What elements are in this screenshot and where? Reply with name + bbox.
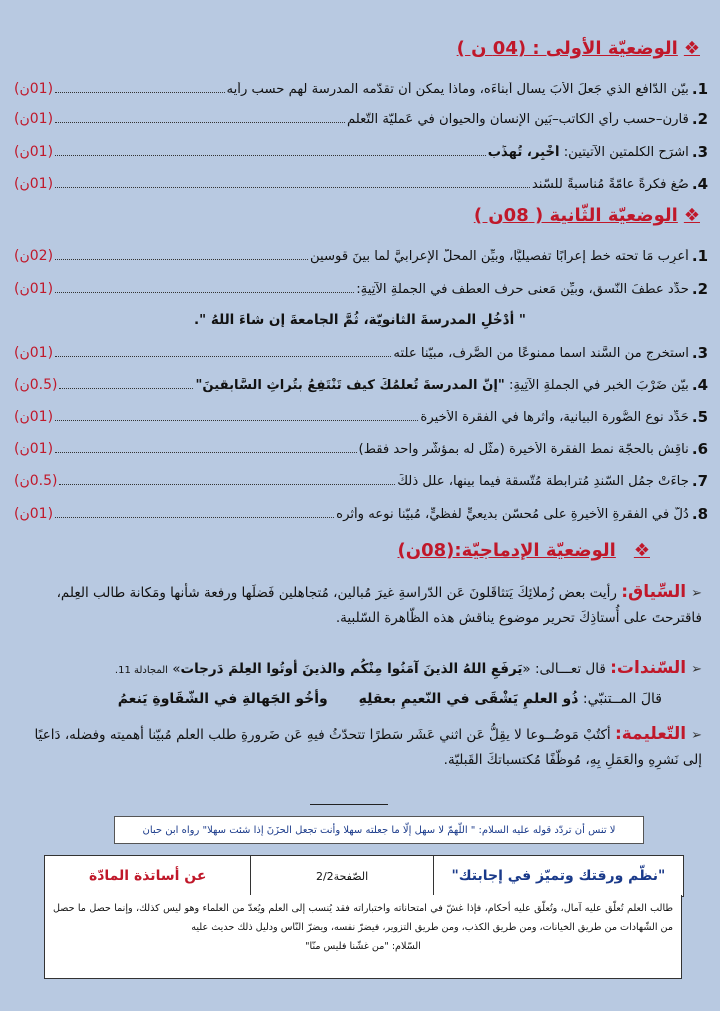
dotted-leader (55, 516, 334, 518)
dotted-leader (59, 483, 395, 485)
question-item: 2. قارن–حسب رأي الكاتب–بَين الإنسان والحيوان في عَمليّة التّعلّم (01ن) (14, 110, 708, 128)
question-item: 4. صُغ فكرةً عامّةً مُناسبةً للسّند (01ن) (14, 175, 708, 193)
footer-note: طالب العلم تُعلّق عليه آمال، وتُعلّق عليه أحكام، فإذا غشّ في امتحاناته واختباراته فقد يُنسب إلى العلم ويُعدّ من العلماء وهو ليس كذلك، وإنما حصل ما حصل من الشّهادات من طريق الخيانات، ومن طريق الكذب، ومن طريق التزوير، فيضرّ نفسه، ويضرّ النّاس ودليل ذلك حديث عليه السّلام: "من غشّنا فليس منّا" (44, 895, 682, 979)
dotted-leader (55, 291, 354, 293)
check-bullet-icon: ➢ (691, 662, 702, 677)
quoted-sentence: " أدْخُلِ المدرسةَ الثانويّة، ثُمَّ الجامعةَ إن شاءَ اللهُ ". (194, 312, 526, 328)
context-paragraph: ➢السِّياق: رأيت بعض زُملائِكَ يَتثاقَلونَ عَن الدّراسةِ غيرَ مُبالين، مُتجاهلين فَضلَها ورفعة شأنها ومَكانة طالب العِلم، فاقترحتَ على أُستاذِكَ تحرير موضوع يناقش هذه الظّاهرة السّلبية. (56, 582, 702, 626)
dotted-leader (55, 186, 530, 188)
star-bullet-icon: ❖ (683, 205, 700, 226)
poet-verse: قالَ المــتنبّي: ذُو العلمِ يَشْقَى في النّعيمِ بعقلِهِ وأخُو الجَهالةِ في الشّقَاوةِ يَنعمُ (117, 691, 662, 707)
footer-authors: عن أساتذة المادّة (88, 868, 207, 884)
page-number: الصّفحة2/2 (250, 856, 432, 896)
question-item: 3. اشرَح الكلمتين الآتيتين: أَخْبِر، تُهذِّب (01ن) (14, 143, 708, 161)
question-item: 3. استخرج من السَّند اسما ممنوعًا من الصَّرف، مبيّنا علّته (01ن) (14, 344, 708, 362)
hadith-box: لا تنس أن تردّد قوله عليه السلام: " اللّهمّ لا سهل إلّا ما جعلته سهلا وأنت تجعل الحزَنَ إذا شئت سهلا" رواه ابن حبان (114, 816, 644, 844)
section1-title: ❖الوضعيّة الأولى : (04 ن ) (456, 38, 700, 59)
question-item: 1. بيّن الدّافع الذي جَعلَ الأبَ يسأل أبناءَه، وماذا يمكن أن تقدّمه المدرسة لهم حسب رأيه (01ن) (14, 80, 708, 98)
dotted-leader (55, 121, 345, 123)
question-item: 2. حدِّد عطفَ النّسق، وبيِّن مَعنى حرف العطف في الجملةِ الآتِيةِ: (01ن) (14, 280, 708, 298)
star-bullet-icon: ❖ (633, 540, 650, 561)
question-item: 4. بيّن ضَرْبَ الخبر في الجملةِ الآتِيةِ: "إنَّ المدرسةَ تُعلِّمُكَ كيف تَنْتَفِعُ بتُراثِ السَّابقينَ" (0.5ن) (14, 376, 708, 394)
dotted-leader (55, 154, 486, 156)
instruction-paragraph: ➢التّعليمة: أكتُبْ مَوضُــوعا لا يقِلُّ عَن اثني عَشَر سَطرًا تتحدّثُ فيهِ عَن ضَرورةِ طلب العلم مُبيّنا أهميته وفضله، دَاعيًا إلى نَشرِهِ والعَمَلِ بِهِ، مُوظّفًا مُكتسباتكَ القَبليّة. (34, 724, 702, 768)
dotted-leader (59, 387, 193, 389)
dotted-leader (55, 419, 418, 421)
question-item: 5. حَدِّد نوع الصُّورة البيانية، وأثرها في الفقرة الأخيرة (01ن) (14, 408, 708, 426)
question-item: 6. ناقِش بالحجّة نمط الفقرة الأخيرة (مثّل له بمؤشّر واحد فقط) (01ن) (14, 440, 708, 458)
sources-paragraph: ➢السّندات: قال تعـــالى: «يَرفَعِ اللهُ الذينَ آمَنُوا مِنْكُم والذينَ أوتُوا العِلمَ دَرجات» المجادلة 11. (114, 658, 702, 678)
section3-title: ❖الوضعيّة الإدماجيّة:(08ن) (397, 540, 650, 561)
dotted-leader (55, 91, 225, 93)
footer-motto: "نظّم ورقتك وتميّز في إجابتك" (433, 856, 683, 896)
star-bullet-icon: ❖ (683, 38, 700, 59)
dotted-leader (55, 451, 357, 453)
section2-title: ❖الوضعيّة الثّانية ( 08ن ) (473, 205, 700, 226)
check-bullet-icon: ➢ (691, 586, 702, 601)
question-item: 1. أعرِب مَا تحته خط إعرابًا تفصيليًّا، وبيِّن المحلَّ الإعرابيَّ لما بينَ قوسين (02ن) (14, 247, 708, 265)
footer-table (44, 855, 684, 897)
check-bullet-icon: ➢ (691, 728, 702, 743)
dotted-leader (55, 355, 391, 357)
dotted-leader (55, 258, 308, 260)
divider (310, 804, 388, 805)
question-item: 7. جاءَتْ جمُل السّندِ مُترابطة مُتّسقة فيما بينها، علّل ذلكَ (0.5ن) (14, 472, 708, 490)
question-item: 8. دُلّ في الفقرةِ الأخيرةِ على مُحسّنٍ بديعيٍّ لفظيٍّ، مُبيّنا نوعه وأثره (01ن) (14, 505, 708, 523)
